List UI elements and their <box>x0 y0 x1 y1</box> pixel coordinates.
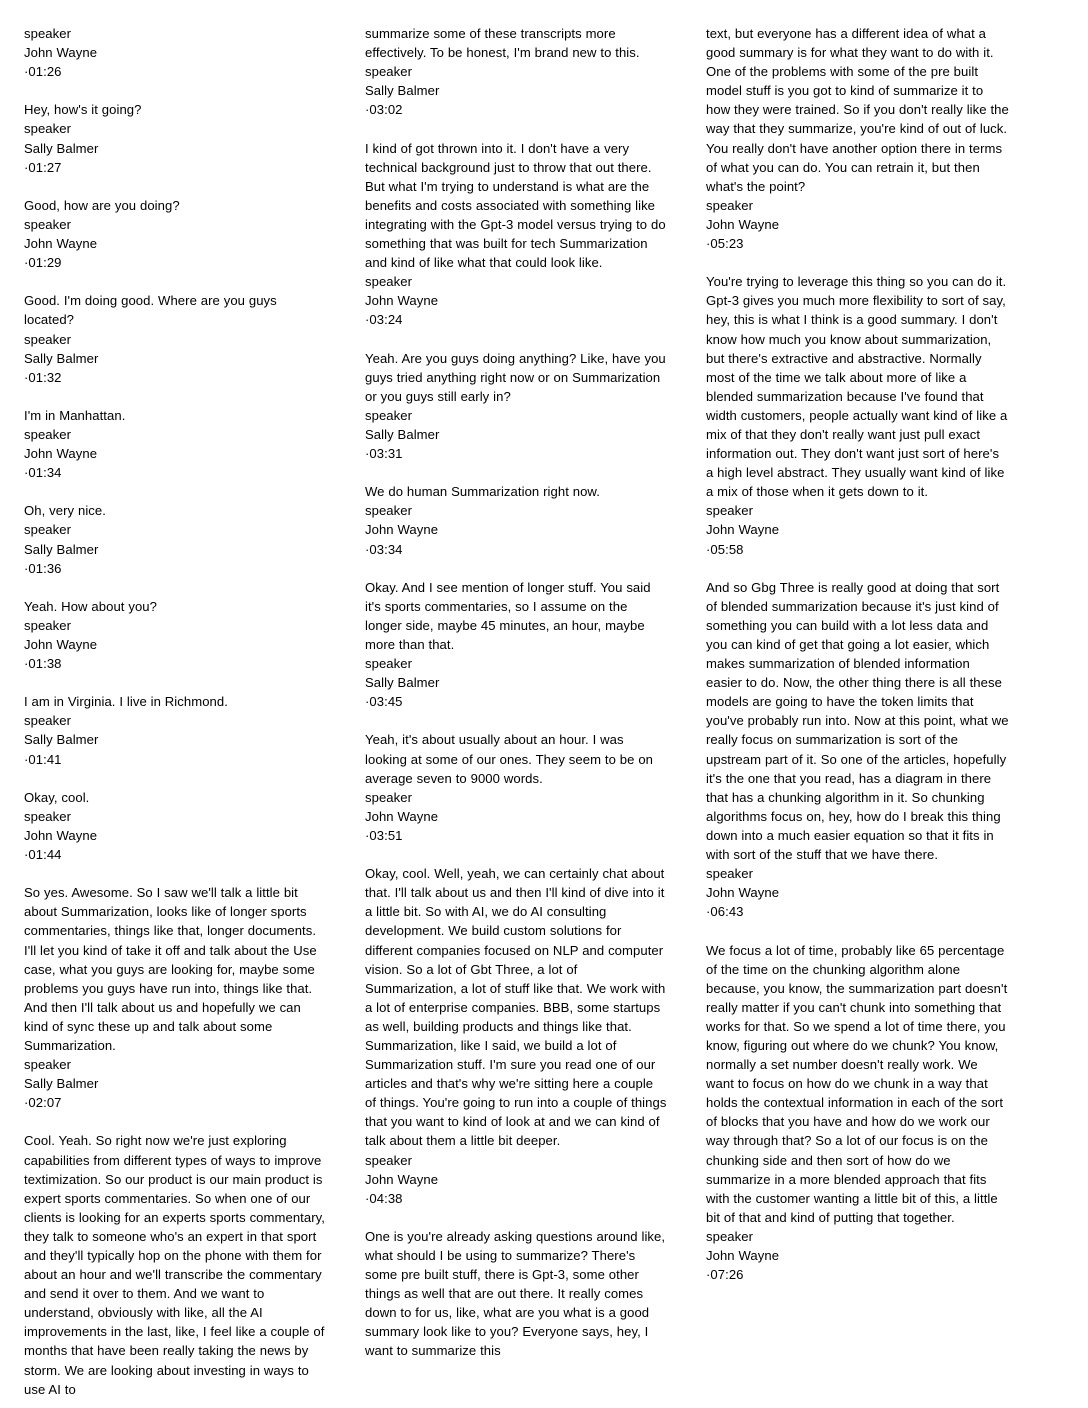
utterance-separator <box>24 1112 327 1131</box>
speaker-label: speaker <box>24 426 72 442</box>
utterance-timestamp[interactable]: ·03:02 <box>365 102 403 118</box>
utterance-timestamp[interactable]: ·01:36 <box>24 560 62 576</box>
speaker-name[interactable]: Sally Balmer <box>24 541 99 557</box>
utterance-timestamp[interactable]: ·05:58 <box>706 541 744 557</box>
utterance-timestamp[interactable]: ·01:38 <box>24 656 62 672</box>
utterance-separator <box>24 177 327 196</box>
utterance-text: We do human Summarization right now. <box>365 484 600 500</box>
utterance-separator <box>24 81 327 100</box>
speaker-label: speaker <box>365 274 413 290</box>
utterance-text: Cool. Yeah. So right now we're just exploring capabilities from different types of ways to improve textimization. So our product is our main product is expert sports commentaries. So when one of our clients is looking for an experts sports commentary, they talk to someone who's an expert in that sport and they'll typically hop on the phone with them for about an hour and we'll transcribe the commentary and send it over to them. And we want to understand, obviously with like, all the AI improvements in the last, like, I feel like a couple of months that have been really taking the news by storm. We are looking about investing in ways to use AI to <box>24 1133 325 1397</box>
utterance-text: I am in Virginia. I live in Richmond. <box>24 694 228 710</box>
utterance-timestamp[interactable]: ·01:26 <box>24 64 62 80</box>
speaker-label: speaker <box>24 121 72 137</box>
utterance-text: So yes. Awesome. So I saw we'll talk a little bit about Summarization, looks like of longer sports commentaries, things like that, longer documents. I'll let you kind of take it off and talk about the Use case, what you guys are looking for, maybe some problems you guys have run into, things like that. And then I'll talk about us and hopefully we can kind of sync these up and talk about some Summarization. <box>24 885 317 1053</box>
speaker-label: speaker <box>24 522 72 538</box>
speaker-name[interactable]: Sally Balmer <box>24 732 99 748</box>
utterance-text: Hey, how's it going? <box>24 102 142 118</box>
utterance-separator <box>365 711 668 730</box>
transcript-column-body <box>706 24 1009 1284</box>
utterance-separator <box>706 921 1009 940</box>
speaker-name[interactable]: John Wayne <box>24 827 98 843</box>
speaker-name[interactable]: John Wayne <box>706 885 780 901</box>
utterance-timestamp[interactable]: ·06:43 <box>706 904 744 920</box>
utterance-timestamp[interactable]: ·03:24 <box>365 312 403 328</box>
speaker-name[interactable]: John Wayne <box>365 1171 439 1187</box>
utterance-separator <box>365 845 668 864</box>
utterance-separator <box>24 673 327 692</box>
utterance-timestamp[interactable]: ·03:51 <box>365 827 403 843</box>
utterance-timestamp[interactable]: ·03:31 <box>365 446 403 462</box>
speaker-label: speaker <box>24 26 72 41</box>
utterance-timestamp[interactable]: ·01:44 <box>24 847 62 863</box>
utterance-text: Good. I'm doing good. Where are you guys located? <box>24 293 277 328</box>
speaker-name[interactable]: John Wayne <box>365 808 439 824</box>
speaker-name[interactable]: John Wayne <box>706 1248 780 1263</box>
speaker-label: speaker <box>706 1228 754 1244</box>
transcript-column <box>706 24 1009 1284</box>
utterance-separator <box>24 272 327 291</box>
speaker-name[interactable]: John Wayne <box>24 446 98 462</box>
utterance-timestamp[interactable]: ·03:45 <box>365 694 403 710</box>
utterance-separator <box>24 769 327 788</box>
utterance-text: Yeah. How about you? <box>24 598 157 614</box>
utterance-separator <box>24 864 327 883</box>
utterance-text: Okay, cool. Well, yeah, we can certainly chat about that. I'll talk about us and then I'll kind of dive into it a little bit. So with AI, we do AI consulting development. We build custom solutions for different companies focused on NLP and computer vision. So a lot of Gbt Three, a lot of Summarization, a lot of stuff like that. We work with a lot of enterprise companies. BBB, some startups as well, building products and things like that. Summarization, like I said, we build a lot of Summarization stuff. I'm sure you read one of our articles and that's why we're sitting here a couple of things. You're going to run into a couple of things that you want to kind of look at and we can kind of talk about them a little bit deeper. <box>365 866 667 1149</box>
utterance-text: We focus a lot of time, probably like 65 percentage of the time on the chunking algorithm alone because, you know, the summarization part doesn't really matter if you can't chunk into something that works for that. So we spend a lot of time there, you know, figuring out where do we chunk? You know, normally a set number doesn't really work. We want to focus on how do we chunk in a way that holds the contextual information in each of the sort of blocks that you have and how do we work our way through that? So a lot of our focus is on the chunking side and then sort of how do we summarize in a more blended approach that fits with the customer wanting a little bit of this, a little bit of that and kind of putting that together. <box>706 942 1008 1225</box>
utterance-timestamp[interactable]: ·07:26 <box>706 1267 744 1283</box>
speaker-name[interactable]: Sally Balmer <box>365 83 440 99</box>
utterance-text: summarize some of these transcripts more effectively. To be honest, I'm brand new to this. <box>365 26 640 61</box>
speaker-name[interactable]: Sally Balmer <box>24 1076 99 1092</box>
transcript-column-body <box>365 24 668 1361</box>
utterance-timestamp[interactable]: ·01:27 <box>24 159 62 175</box>
utterance-text: One is you're already asking questions around like, what should I be using to summarize? There's some pre built stuff, there is Gpt-3, some other things as well that are out there. It really comes down to for us, like, what are you what is a good summary look like to you? Everyone says, hey, I want to summarize this <box>365 1228 666 1359</box>
speaker-label: speaker <box>365 407 413 423</box>
utterance-text: Yeah. Are you guys doing anything? Like, have you guys tried anything right now or on Summarization or you guys still early in? <box>365 350 666 404</box>
utterance-text: text, but everyone has a different idea of what a good summary is for what they want to do with it. One of the problems with some of the pre built model stuff is you got to kind of summarize it to how they were trained. So if you don't really like the way that they summarize, you're kind of out of luck. You really don't have another option there in terms of what you can do. You can retrain it, but then what's the point? <box>706 26 1009 194</box>
speaker-label: speaker <box>24 713 72 729</box>
speaker-label: speaker <box>365 64 413 80</box>
utterance-timestamp[interactable]: ·02:07 <box>24 1095 62 1111</box>
utterance-timestamp[interactable]: ·01:41 <box>24 751 62 767</box>
utterance-separator <box>24 578 327 597</box>
speaker-label: speaker <box>365 656 413 672</box>
speaker-name[interactable]: John Wayne <box>706 216 780 232</box>
utterance-separator <box>706 559 1009 578</box>
speaker-label: speaker <box>24 808 72 824</box>
speaker-name[interactable]: Sally Balmer <box>365 426 440 442</box>
transcript-column-body <box>24 24 327 1399</box>
speaker-label: speaker <box>365 1152 413 1168</box>
utterance-separator <box>365 1208 668 1227</box>
speaker-label: speaker <box>24 617 72 633</box>
utterance-separator <box>24 482 327 501</box>
utterance-separator <box>706 253 1009 272</box>
utterance-text: I kind of got thrown into it. I don't have a very technical background just to throw that out there. But what I'm trying to understand is what are the benefits and costs associated with something like integrating with the Gpt-3 model versus trying to do something that was built for tech Summarization and kind of like what that could look like. <box>365 140 666 271</box>
transcript-column <box>24 24 327 1399</box>
speaker-name[interactable]: John Wayne <box>24 637 98 652</box>
speaker-name[interactable]: John Wayne <box>365 522 439 538</box>
speaker-name[interactable]: Sally Balmer <box>24 350 99 366</box>
speaker-name[interactable]: Sally Balmer <box>24 140 99 156</box>
utterance-separator <box>365 330 668 349</box>
utterance-timestamp[interactable]: ·01:32 <box>24 369 62 385</box>
utterance-separator <box>365 463 668 482</box>
utterance-text: I'm in Manhattan. <box>24 407 126 423</box>
speaker-name[interactable]: John Wayne <box>706 522 780 538</box>
speaker-label: speaker <box>706 197 754 213</box>
speaker-label: speaker <box>24 216 72 232</box>
utterance-text: You're trying to leverage this thing so you can do it. Gpt-3 gives you much more flexibility to sort of say, hey, this is what I think is a good summary. I don't know how much you know about summarization, but there's extractive and abstractive. Normally most of the time we talk about more of like a blended summarization because I've found that width customers, people actually want kind of like a mix of that they don't really want just pull exact information out. They don't want just sort of here's a high level abstract. They usually want kind of like a mix of those when it gets down to it. <box>706 274 1008 500</box>
speaker-name[interactable]: John Wayne <box>365 293 439 309</box>
utterance-timestamp[interactable]: ·01:29 <box>24 255 62 271</box>
speaker-label: speaker <box>24 331 72 347</box>
speaker-label: speaker <box>706 866 754 882</box>
speaker-label: speaker <box>24 1057 72 1073</box>
speaker-label: speaker <box>365 503 413 519</box>
transcript-column <box>365 24 668 1361</box>
utterance-timestamp[interactable]: ·01:34 <box>24 465 62 481</box>
utterance-separator <box>24 387 327 406</box>
utterance-timestamp[interactable]: ·04:38 <box>365 1190 403 1206</box>
speaker-label: speaker <box>365 789 413 805</box>
utterance-text: Oh, very nice. <box>24 503 106 519</box>
utterance-text: Okay. And I see mention of longer stuff. You said it's sports commentaries, so I assume on the longer side, maybe 45 minutes, an hour, maybe more than that. <box>365 579 651 652</box>
speaker-name[interactable]: Sally Balmer <box>365 675 440 691</box>
speaker-name[interactable]: John Wayne <box>24 236 98 252</box>
utterance-separator <box>365 119 668 138</box>
utterance-text: Good, how are you doing? <box>24 197 180 213</box>
speaker-label: speaker <box>706 503 754 519</box>
utterance-separator <box>365 559 668 578</box>
utterance-text: And so Gbg Three is really good at doing that sort of blended summarization because it's just kind of something you can build with a lot less data and you can kind of get that going a lot easier, which makes summarization of blended information easier to do. Now, the other thing there is all these models are going to have the token limits that you've probably run into. Now at this point, what we really focus on summarization is sort of the upstream part of it. So one of the articles, hopefully it's the one that you read, has a diagram in there that has a chunking algorithm in it. So chunking algorithms focus on, hey, how do I break this thing down into a much easier equation so that it fits in with sort of the stuff that we have there. <box>706 579 1009 863</box>
utterance-text: Okay, cool. <box>24 789 90 805</box>
utterance-text: Yeah, it's about usually about an hour. I was looking at some of our ones. They seem to be on average seven to 9000 words. <box>365 732 654 786</box>
utterance-timestamp[interactable]: ·05:23 <box>706 236 744 252</box>
utterance-timestamp[interactable]: ·03:34 <box>365 541 403 557</box>
speaker-name[interactable]: John Wayne <box>24 45 98 61</box>
